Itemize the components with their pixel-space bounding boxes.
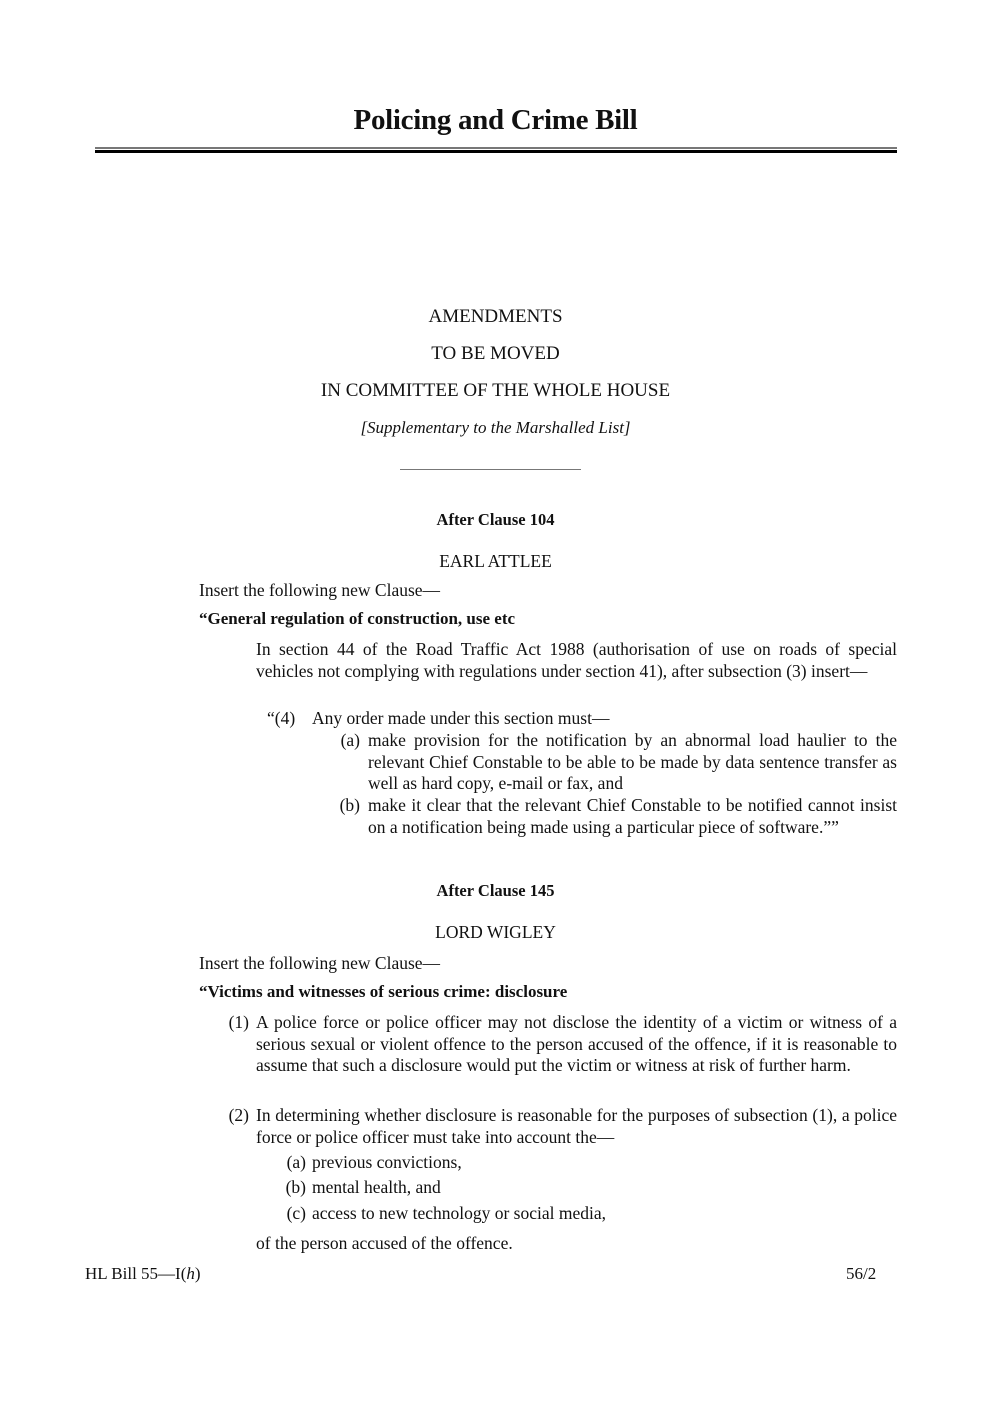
paragraph-label: (b) <box>285 1177 306 1197</box>
paragraph-label: (b) <box>339 795 360 815</box>
subsection-text: In determining whether disclosure is reasonable for the purposes of subsection (1), a police force or police officer must take into account the— <box>256 1105 897 1147</box>
paragraph-text: previous convictions, <box>312 1152 462 1172</box>
amendment-member: EARL ATTLEE <box>439 551 552 571</box>
clause-title: “Victims and witnesses of serious crime: disclosure <box>199 982 568 1001</box>
heading-to-be-moved: TO BE MOVED <box>431 343 560 364</box>
paragraph-text: mental health, and <box>312 1177 441 1197</box>
bill-reference-italic: h <box>186 1264 195 1283</box>
document-title: Policing and Crime Bill <box>353 104 638 136</box>
paragraph-label: (a) <box>286 1152 306 1172</box>
heading-committee: IN COMMITTEE OF THE WHOLE HOUSE <box>320 380 671 401</box>
amendment-position: After Clause 104 <box>436 510 555 529</box>
heading-subtitle: [Supplementary to the Marshalled List] <box>360 418 631 437</box>
clause-intro: In section 44 of the Road Traffic Act 1988 (authorisation of use on roads of special vehicles not complying with regulations under section 41), after subsection (3) insert— <box>256 639 897 681</box>
bill-reference <box>85 1264 201 1284</box>
amendment-instruction: Insert the following new Clause— <box>199 580 441 600</box>
paragraph-label: (a) <box>340 730 360 750</box>
bill-reference-suffix: ) <box>194 1264 201 1283</box>
amendment-position: After Clause 145 <box>436 881 555 900</box>
subsection-text: A police force or police officer may not disclose the identity of a victim or witness of a serious sexual or violent offence to the person accused of the offence, if it is reasonable to assume that such a disclosure would put the victim or witness at risk of further harm. <box>256 1012 897 1076</box>
amendment-member: LORD WIGLEY <box>435 922 556 942</box>
bill-reference-prefix: HL Bill 55—I( <box>85 1264 187 1283</box>
amendment-instruction: Insert the following new Clause— <box>199 953 441 973</box>
title-rule-thick <box>95 150 897 153</box>
heading-divider <box>400 469 581 470</box>
subsection-number: (1) <box>228 1012 249 1032</box>
paragraph-text: access to new technology or social media, <box>312 1203 606 1223</box>
closing-text: of the person accused of the offence. <box>256 1233 513 1253</box>
page-reference: 56/2 <box>846 1264 877 1283</box>
clause-title: “General regulation of construction, use etc <box>199 609 516 628</box>
paragraph-text: make it clear that the relevant Chief Constable to be notified cannot insist on a notification being made using a particular piece of software.”” <box>368 795 897 837</box>
heading-amendments: AMENDMENTS <box>428 306 563 327</box>
title-rule-thin <box>95 147 897 149</box>
paragraph-label: (c) <box>286 1203 306 1223</box>
subsection-text: Any order made under this section must— <box>312 708 610 728</box>
paragraph-text: make provision for the notification by an abnormal load haulier to the relevant Chief Constable to be able to be made by data sentence transfer as well as hard copy, e-mail or fax, and <box>368 730 897 794</box>
subsection-number: “(4) <box>267 708 296 728</box>
subsection-number: (2) <box>228 1105 249 1125</box>
